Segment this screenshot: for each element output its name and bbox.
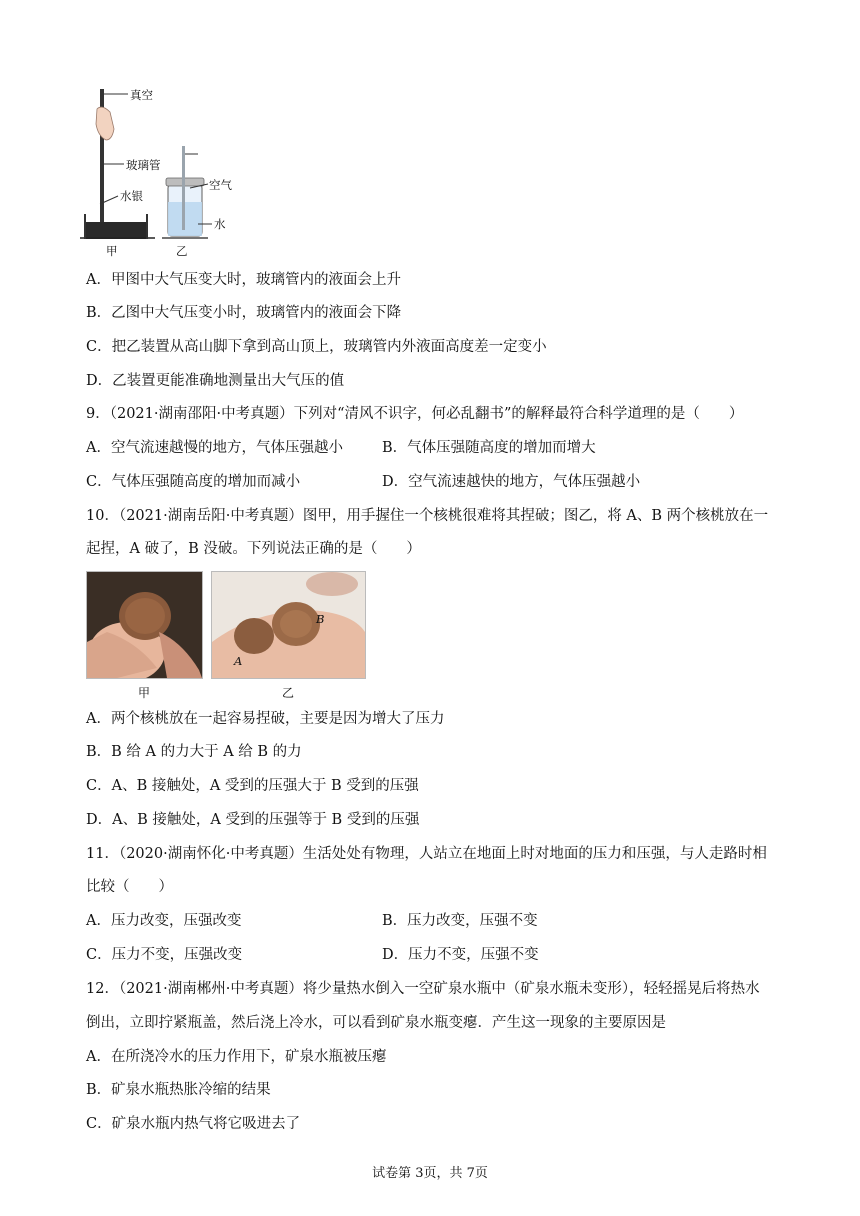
page-footer: 试卷第 3页，共 7页: [372, 1166, 488, 1181]
q10-stem-line1: 10．（2021·湖南岳阳·中考真题）图甲，用手握住一个核桃很难将其捏破；图乙，将 A、B 两个核桃放在一: [86, 508, 769, 524]
q12-option-b: B．矿泉水瓶热胀冷缩的结果: [86, 1082, 271, 1098]
q10-option-a: A．两个核桃放在一起容易捏破，主要是因为增大了压力: [86, 711, 445, 727]
label-air: 空气: [209, 178, 232, 192]
q9-stem: 9．（2021·湖南邵阳·中考真题）下列对“清风不识字，何必乱翻书”的解释最符合科学道理的是（ ）: [86, 406, 744, 422]
q9-option-d: D．空气流速越快的地方，气体压强越小: [382, 474, 641, 490]
q11-stem-line2: 比较（ ）: [86, 879, 173, 895]
q8-option-d: D．乙装置更能准确地测量出大气压的值: [86, 373, 345, 389]
label-vacuum: 真空: [130, 88, 153, 102]
q11-options-row1: [86, 911, 786, 931]
q9-option-c: C．气体压强随高度的增加而减小: [86, 474, 301, 490]
barometer-diagram: [80, 84, 250, 262]
q11-stem-line1: 11．（2020·湖南怀化·中考真题）生活处处有物理，人站立在地面上时对地面的压力和压强，与人走路时相: [86, 846, 767, 862]
q11-option-a: A．压力改变，压强改变: [86, 913, 242, 929]
q10-option-d: D．A、B 接触处，A 受到的压强等于 B 受到的压强: [86, 812, 420, 828]
q11-option-c: C．压力不变，压强改变: [86, 947, 243, 963]
walnut-label-a: A: [234, 654, 243, 668]
walnut-photo-jia-image: [87, 572, 202, 678]
q9-option-a: A．空气流速越慢的地方，气体压强越小: [86, 440, 343, 456]
q11-option-b: B．压力改变，压强不变: [382, 913, 538, 929]
q9-options-row1: [86, 438, 786, 458]
q12-stem-line1: 12．（2021·湖南郴州·中考真题）将少量热水倒入一空矿泉水瓶中（矿泉水瓶未变形），轻轻摇晃后将热水: [86, 981, 760, 997]
label-water: 水: [214, 217, 226, 231]
q11-option-d: D．压力不变，压强不变: [382, 947, 539, 963]
jia-mercury-dish: [86, 222, 146, 239]
q12-stem-line2: 倒出，立即拧紧瓶盖，然后浇上冷水，可以看到矿泉水瓶变瘪．产生这一现象的主要原因是: [86, 1015, 666, 1031]
caption-jia: 甲: [106, 244, 118, 258]
q8-option-c: C．把乙装置从高山脚下拿到高山顶上，玻璃管内外液面高度差一定变小: [86, 339, 547, 355]
walnut-label-b: B: [316, 612, 325, 626]
caption-photo-yi: 乙: [282, 686, 295, 700]
q9-options-row2: [86, 472, 786, 492]
label-mercury: 水银: [120, 189, 143, 203]
q10-option-b: B．B 给 A 的力大于 A 给 B 的力: [86, 744, 302, 760]
q12-option-c: C．矿泉水瓶内热气将它吸进去了: [86, 1116, 301, 1132]
q12-option-a: A．在所浇冷水的压力作用下，矿泉水瓶被压瘪: [86, 1049, 387, 1065]
q8-option-a: A．甲图中大气压变大时，玻璃管内的液面会上升: [86, 272, 401, 288]
q8-option-b: B．乙图中大气压变小时，玻璃管内的液面会下降: [86, 305, 402, 321]
label-glass-tube: 玻璃管: [126, 158, 161, 172]
caption-yi: 乙: [176, 244, 188, 258]
walnut-photo-jia: [86, 571, 203, 679]
yi-glass-tube: [182, 146, 185, 230]
barometer-figure: [80, 84, 250, 262]
hand-shape: [96, 107, 114, 140]
q10-option-c: C．A、B 接触处，A 受到的压强大于 B 受到的压强: [86, 778, 419, 794]
q11-options-row2: [86, 945, 786, 965]
caption-photo-jia: 甲: [138, 686, 151, 700]
q10-stem-line2: 起捏，A 破了，B 没破。下列说法正确的是（ ）: [86, 541, 421, 557]
walnut-photo-yi: [211, 571, 366, 679]
q9-option-b: B．气体压强随高度的增加而增大: [382, 440, 596, 456]
